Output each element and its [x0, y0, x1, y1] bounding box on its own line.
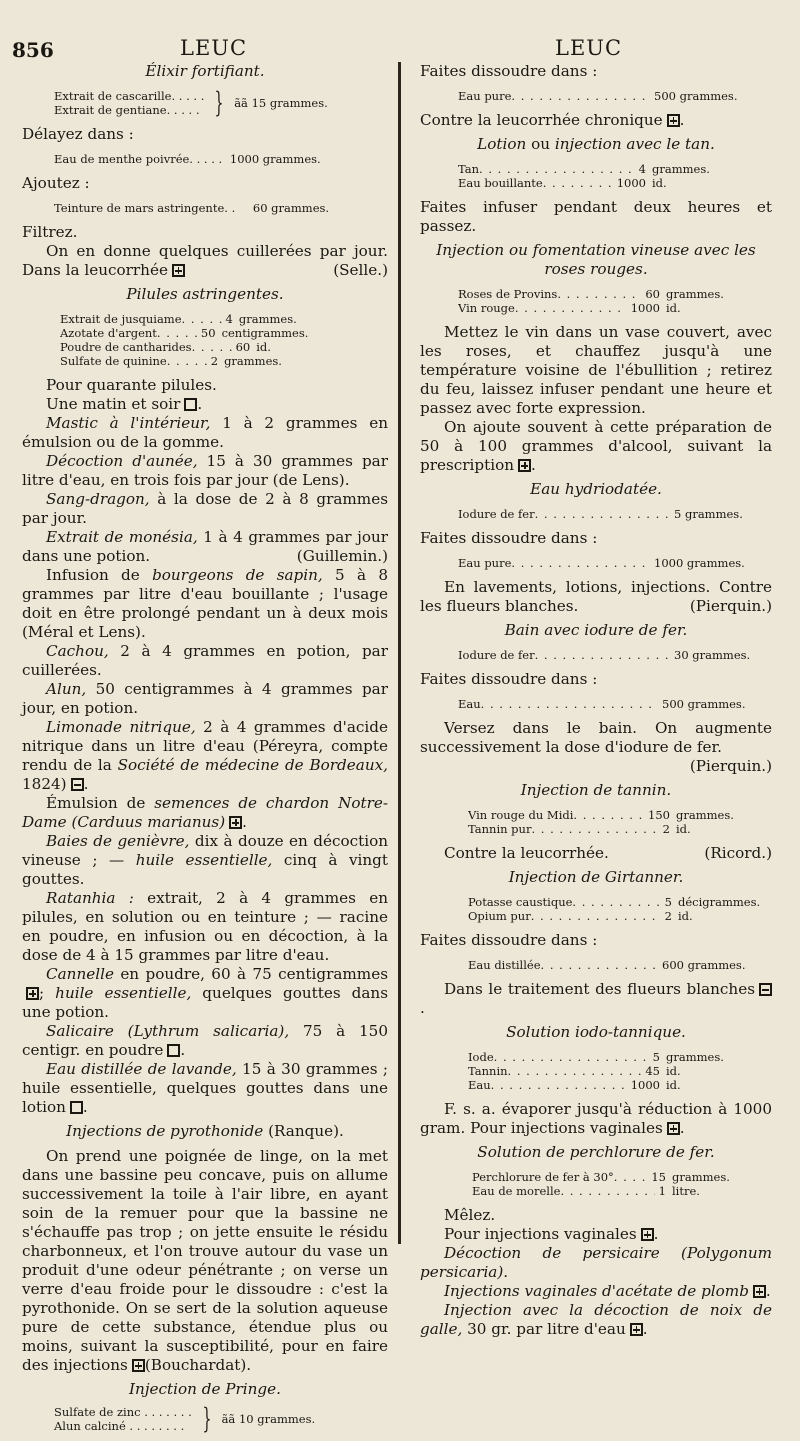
running-head-right: LEUC [555, 36, 623, 60]
heading-iodo-tannique: Solution iodo-tannique. [506, 1023, 686, 1041]
recipe-roses: Roses de Provins . . . 60 grammes. Vin rouge . . . 1000 id. [420, 287, 772, 315]
instruction: Faites dissoudre dans : [420, 931, 598, 949]
paragraph: Émulsion de semences de chardon Notre-Dame (Carduus marianus) . [22, 794, 388, 831]
empty-box-symbol [184, 398, 197, 411]
heading-tannin: Injection de tannin. [520, 781, 672, 799]
paragraph: Extrait de monésia, 1 à 4 grammes par jour dans une potion. (Guillemin.) [22, 528, 389, 565]
plus-box-symbol [630, 1323, 643, 1336]
heading-girtanner: Injection de Girtanner. [508, 868, 684, 886]
paragraph: Injection avec la décoction de noix de galle, 30 gr. par litre d'eau . [420, 1301, 772, 1338]
plus-box-symbol [172, 264, 185, 277]
ingredient-row: Poudre de cantharides . . . 60 id. [60, 340, 388, 354]
instruction: Faites dissoudre dans : [420, 670, 598, 688]
instruction: Faites dissoudre dans : [420, 62, 598, 80]
ingredient-row: Azotate d'argent . . . 50 centigrammes. [60, 326, 388, 340]
paragraph: En lavements, lotions, injections. Contre les flueurs blanches. (Pierquin.) [420, 578, 772, 615]
plus-box-symbol [132, 1359, 145, 1372]
heading-perchlorure: Solution de perchlorure de fer. [477, 1143, 715, 1161]
ingredient-qty: ãã 10 grammes. [221, 1412, 316, 1426]
minus-box-symbol [71, 778, 84, 791]
author-citation: (Guillemin.) [296, 547, 388, 565]
paragraph: Alun, 50 centigrammes à 4 grammes par jour, en potion. [22, 680, 388, 717]
ingredient-row: Sulfate de quinine . . . 2 grammes. [60, 354, 388, 368]
recipe-eau: Eau . . . 500 grammes. [420, 697, 772, 711]
recipe-iodo: Iode . . . 5 grammes. Tannin . . . 45 id. Eau . . . 1000 id. [420, 1050, 772, 1092]
brace: } [214, 86, 224, 119]
ingredient-qty: 60 grammes. [252, 201, 330, 215]
instruction: Faites infuser pendant deux heures et passez. [420, 198, 772, 235]
paragraph: Mettez le vin dans un vase couvert, avec les roses, et chauffez jusqu'à une température voisine de l'ébullition ; retirez du feu, laissez infuser pendant une heure et passez avec forte expression. [420, 323, 772, 417]
plus-box-symbol [667, 1122, 680, 1135]
plus-box-symbol [641, 1228, 654, 1241]
right-column [420, 62, 772, 1339]
paragraph: Pour injections vaginales . [444, 1225, 659, 1243]
heading-bain: Bain avec iodure de fer. [504, 621, 688, 639]
paragraph: Décoction d'aunée, 15 à 30 grammes par litre d'eau, en trois fois par jour (de Lens). [22, 452, 388, 489]
recipe-girtanner: Potasse caustique . . . 5 décigrammes. Opium pur . . . 2 id. [420, 895, 772, 923]
heading-lotion: Lotion ou injection avec le tan. [477, 135, 715, 153]
heading-pringe: Injection de Pringe. [129, 1380, 281, 1398]
paragraph: Cannelle en poudre, 60 à 75 centigrammes; huile essentielle, quelques gouttes dans une potion. [22, 965, 388, 1021]
recipe-distillee: Eau distillée . . . 600 grammes. [420, 958, 772, 972]
paragraph: Cachou, 2 à 4 grammes en potion, par cuillerées. [22, 642, 388, 679]
author-citation: (Pierquin.) [689, 597, 772, 615]
plus-box-symbol [518, 459, 531, 472]
paragraph: Décoction de persicaire (Polygonum persicaria). [420, 1244, 772, 1281]
ingredient-name: Extrait de gentiane. . . . . [54, 103, 200, 117]
paragraph: Ratanhia : extrait, 2 à 4 grammes en pilules, en solution ou en teinture ; — racine en poudre, en infusion ou en décoction, à la dose de 4 à 15 grammes par litre d'eau. [22, 889, 388, 964]
recipe-pringe [22, 1402, 388, 1435]
paragraph: Mêlez. [444, 1206, 496, 1224]
empty-box-symbol [167, 1044, 180, 1057]
running-head-left: LEUC [180, 36, 248, 60]
paragraph: Infusion de bourgeons de sapin, 5 à 8 grammes par litre d'eau bouillante ; l'usage doit en être prolongé pendant un à deux mois (Méral et Lens). [22, 566, 388, 641]
brace: } [202, 1402, 212, 1435]
recipe-perchlorure: Perchlorure de fer à 30° . . . 15 grammes. Eau de morelle . . . 1 litre. [420, 1170, 772, 1198]
paragraph: Sang-dragon, à la dose de 2 à 8 grammes par jour. [22, 490, 388, 527]
paragraph: Pour quarante pilules. [46, 376, 217, 394]
instruction: Faites dissoudre dans : [420, 529, 598, 547]
paragraph: Eau distillée de lavande, 15 à 30 grammes ; huile essentielle, quelques gouttes dans une lotion . [22, 1060, 388, 1116]
recipe-lotion: Tan . . . 4 grammes. Eau bouillante . . . 1000 id. [420, 162, 772, 190]
paragraph: Salicaire (Lythrum salicaria), 75 à 150 centigr. en poudre . [22, 1022, 388, 1059]
heading-pilules: Pilules astringentes. [126, 285, 284, 303]
paragraph: F. s. a. évaporer jusqu'à réduction à 1000 gram. Pour injections vaginales . [420, 1100, 772, 1137]
recipe-pilules [22, 312, 388, 368]
paragraph: Contre la leucorrhée. (Ricord.) [444, 844, 772, 862]
page-number: 856 [12, 38, 54, 62]
recipe-mars [22, 201, 388, 215]
column-rule [398, 62, 401, 1244]
paragraph: Mastic à l'intérieur, 1 à 2 grammes en émulsion ou de la gomme. [22, 414, 388, 451]
heading-hydriodatee: Eau hydriodatée. [530, 480, 662, 498]
recipe-elixir [22, 86, 388, 119]
recipe-eau-pure: Eau pure . . . 500 grammes. [420, 89, 772, 103]
left-column [22, 62, 388, 1441]
plus-box-symbol [26, 987, 39, 1000]
ingredient-name: Teinture de mars astringente. . [54, 201, 236, 215]
author-citation: (Selle.) [333, 261, 388, 279]
paragraph: Une matin et soir . [46, 395, 203, 413]
ingredient-name: Alun calciné . . . . . . . . [54, 1419, 185, 1433]
recipe-menthe [22, 152, 388, 166]
ingredient-qty: ãã 15 grammes. [234, 96, 328, 110]
author-citation: (Ricord.) [704, 844, 772, 862]
paragraph: Baies de genièvre, dix à douze en décoction vineuse ; — huile essentielle, cinq à vingt gouttes. [22, 832, 388, 888]
recipe-iodure: Iodure de fer . . . 5 grammes. [420, 507, 772, 521]
recipe-tannin: Vin rouge du Midi . . . 150 grammes. Tannin pur . . . 2 id. [420, 808, 772, 836]
ingredient-name: Eau de menthe poivrée. . . . . [54, 152, 223, 166]
ingredient-row: Extrait de jusquiame . . . 4 grammes. [60, 312, 388, 326]
heading-elixir: Élixir fortifiant. [145, 62, 265, 80]
paragraph-text: On en donne quelques cuillerées par jour. Dans la leucorrhée [22, 242, 388, 279]
instruction: Contre la leucorrhée chronique . [420, 111, 685, 129]
instruction: Ajoutez : [22, 174, 90, 192]
author-citation: (Pierquin.) [689, 757, 772, 775]
recipe-bain: Iodure de fer . . . 30 grammes. [420, 648, 772, 662]
plus-box-symbol [667, 114, 680, 127]
recipe-eau-pure-2: Eau pure . . . 1000 grammes. [420, 556, 772, 570]
paragraph: Injections vaginales d'acétate de plomb . [444, 1282, 771, 1300]
plus-box-symbol [229, 816, 242, 829]
paragraph: On prend une poignée de linge, on la met dans une bassine peu concave, puis on allume successivement la toile à l'air libre, en ayant soin de la remuer pour que la bassine ne s'échauffe pas trop ; on jette ensuite le résidu charbonneux, et l'on trouve autour du vase un produit d'une odeur pénétrante ; on verse un verre d'eau froide pour le dissoudre : c'est la pyrothonide. On se sert de la solution aqueuse pure de cette substance, étendue plus ou moins, suivant la susceptibilité, pour en faire des injections (Bouchardat). [22, 1147, 388, 1374]
paragraph: Versez dans le bain. On augmente successivement la dose d'iodure de fer. (Pierquin.) [420, 719, 772, 775]
instruction: Filtrez. [22, 223, 78, 241]
plus-box-symbol [753, 1285, 766, 1298]
ingredient-name: Sulfate de zinc . . . . . . . [54, 1405, 192, 1419]
heading-pyrothonide: Injections de pyrothonide (Ranque). [66, 1122, 344, 1140]
empty-box-symbol [70, 1101, 83, 1114]
paragraph: On ajoute souvent à cette préparation de 50 à 100 grammes d'alcool, suivant la prescription . [420, 418, 772, 474]
heading-fomentation: Injection ou fomentation vineuse avec les roses rouges. [436, 241, 756, 278]
ingredient-qty: 1000 grammes. [229, 152, 321, 166]
paragraph: Dans le traitement des flueurs blanches. [420, 980, 772, 1018]
minus-box-symbol [759, 983, 772, 996]
paragraph: Limonade nitrique, 2 à 4 grammes d'acide nitrique dans un litre d'eau (Péreyra, compte rendu de la Société de médecine de Bordeaux, 1824) . [22, 718, 388, 793]
instruction: Délayez dans : [22, 125, 134, 143]
paragraph [22, 242, 388, 280]
ingredient-name: Extrait de cascarille. . . . . [54, 89, 205, 103]
